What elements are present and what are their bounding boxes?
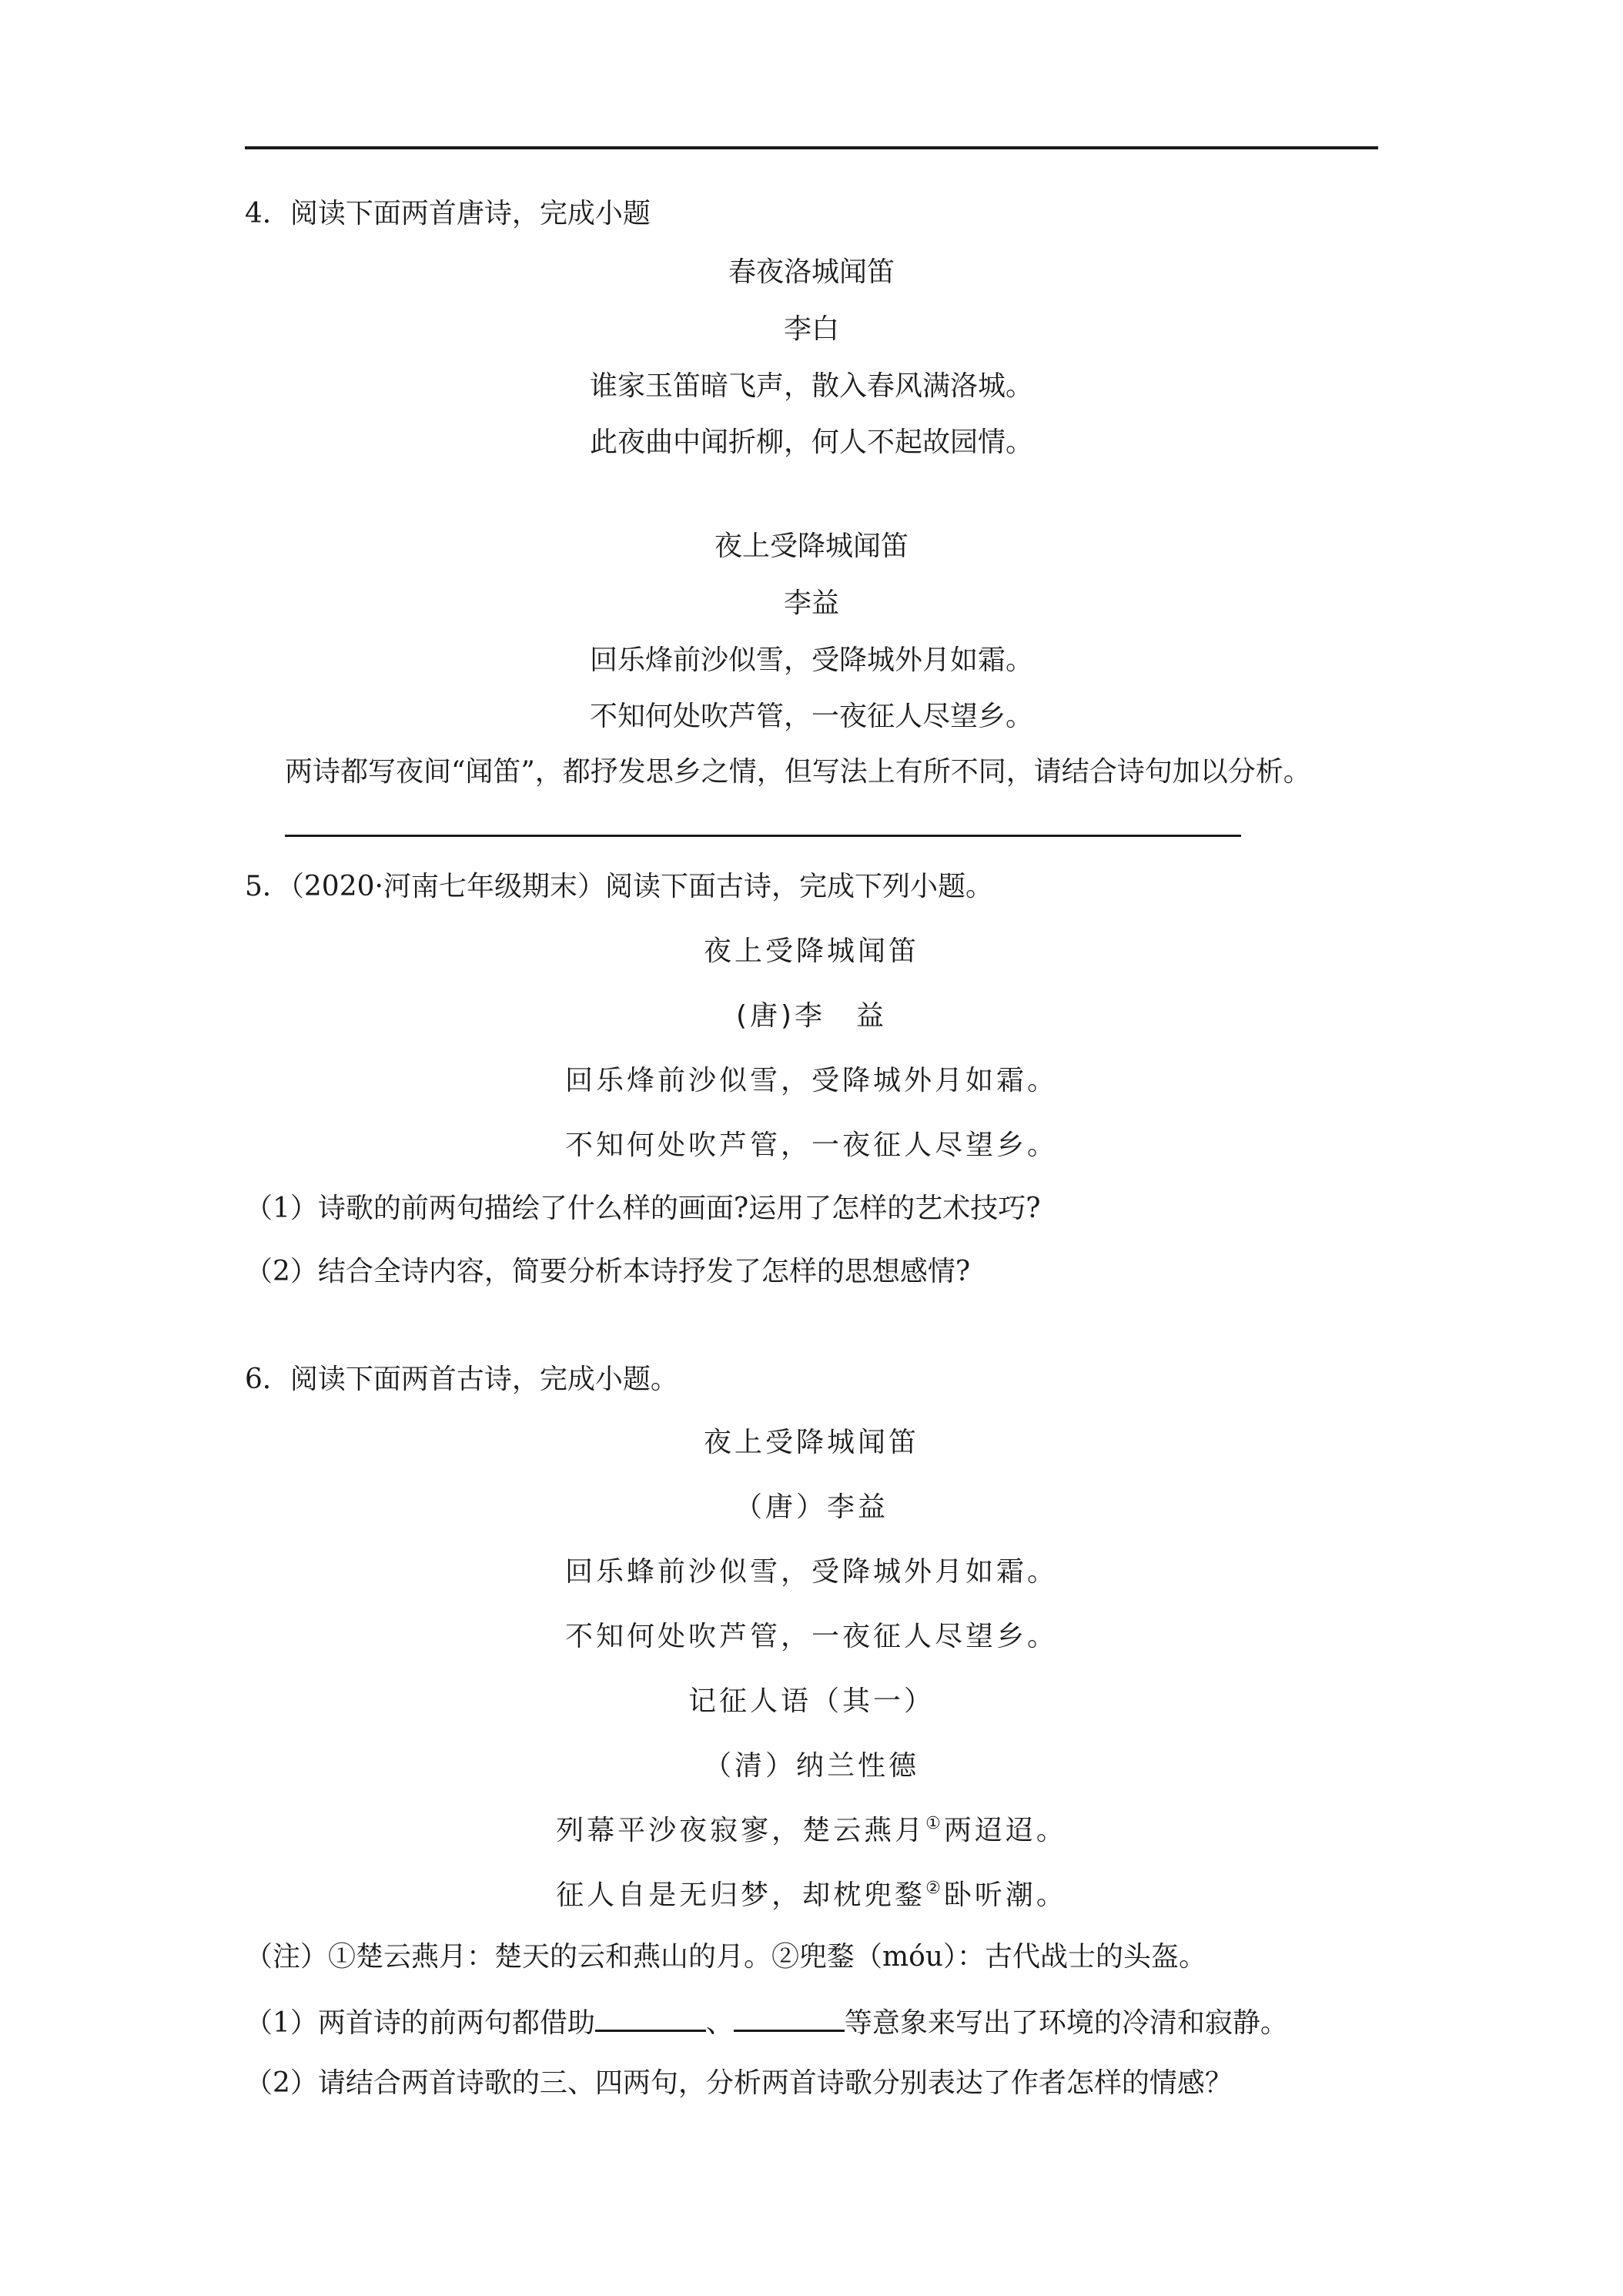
q6-poem1-title: 夜上受降城闻笛 xyxy=(703,1427,919,1458)
q6-poem2-title: 记征人语（其一） xyxy=(688,1685,935,1717)
q6-poem2-line1 xyxy=(0,1814,1623,1848)
q6-poem2-author: （清）纳兰性德 xyxy=(703,1750,919,1782)
q6-subquestion-1 xyxy=(245,2003,1288,2040)
footnote-mark-1: ① xyxy=(925,1814,944,1833)
q4-poem2-line2: 不知何处吹芦管，一夜征人尽望乡。 xyxy=(589,701,1033,732)
q4-poem1-author: 李白 xyxy=(783,313,839,345)
q6-sub1-text-a: （1）两首诗的前两句都借助 xyxy=(245,2007,595,2039)
q4-poem2-author: 李益 xyxy=(783,587,839,619)
q6-poem2-line2 xyxy=(0,1879,1623,1913)
q6-poem1-author: （唐）李益 xyxy=(734,1491,888,1523)
q6-note: （注）①楚云燕月：楚天的云和燕山的月。②兜鍪（móu）：古代战士的头盔。 xyxy=(245,1941,1206,1973)
header-rule xyxy=(245,146,1378,149)
q5-poem-line1: 回乐烽前沙似雪，受降城外月如霜。 xyxy=(564,1065,1058,1096)
q4-poem1-title: 春夜洛城闻笛 xyxy=(728,256,895,288)
q6-poem2-line2-part-a: 征人自是无归梦，却枕兜鍪 xyxy=(556,1879,926,1911)
q6-poem2-line1-part-a: 列幕平沙夜寂寥，楚云燕月 xyxy=(556,1815,926,1846)
q4-answer-line[interactable] xyxy=(285,835,1241,837)
q6-sub1-separator: 、 xyxy=(705,2007,734,2039)
q6-poem2-line2-part-b: 卧听潮。 xyxy=(943,1879,1067,1911)
q6-poem1-line2: 不知何处吹芦管，一夜征人尽望乡。 xyxy=(564,1621,1058,1652)
q6-stem: 6．阅读下面两首古诗，完成小题。 xyxy=(245,1364,678,1395)
q5-subquestion-2: （2）结合全诗内容，简要分析本诗抒发了怎样的思想感情? xyxy=(245,1256,971,1287)
q5-poem-line2: 不知何处吹芦管，一夜征人尽望乡。 xyxy=(564,1130,1058,1161)
q4-poem2-line1: 回乐烽前沙似雪，受降城外月如霜。 xyxy=(589,644,1033,676)
q6-subquestion-2: （2）请结合两首诗歌的三、四两句，分析两首诗歌分别表达了作者怎样的情感？ xyxy=(245,2067,1233,2099)
q4-poem1-line1: 谁家玉笛暗飞声，散入春风满洛城。 xyxy=(589,370,1033,402)
q5-subquestion-1: （1）诗歌的前两句描绘了什么样的画面?运用了怎样的艺术技巧? xyxy=(245,1193,1041,1224)
q6-blank-2[interactable] xyxy=(734,2003,845,2032)
q5-stem: 5．（2020·河南七年级期末）阅读下面古诗，完成下列小题。 xyxy=(245,871,993,902)
q5-poem-title: 夜上受降城闻笛 xyxy=(703,935,919,967)
q4-poem2-title: 夜上受降城闻笛 xyxy=(714,530,909,562)
q4-stem: 4．阅读下面两首唐诗，完成小题 xyxy=(245,198,651,229)
q4-poem1-line2: 此夜曲中闻折柳，何人不起故园情。 xyxy=(589,427,1033,458)
q6-blank-1[interactable] xyxy=(595,2003,706,2032)
footnote-mark-2: ② xyxy=(925,1879,944,1898)
q6-poem1-line1: 回乐蜂前沙似雪，受降城外月如霜。 xyxy=(564,1556,1058,1588)
q6-poem2-line1-part-b: 两迢迢。 xyxy=(943,1815,1067,1846)
q6-sub1-text-b: 等意象来写出了环境的冷清和寂静。 xyxy=(844,2007,1288,2039)
q4-question: 两诗都写夜间“闻笛”，都抒发思乡之情，但写法上有所不同，请结合诗句加以分析。 xyxy=(285,756,1311,788)
q5-poem-author: (唐)李 益 xyxy=(735,1000,888,1032)
